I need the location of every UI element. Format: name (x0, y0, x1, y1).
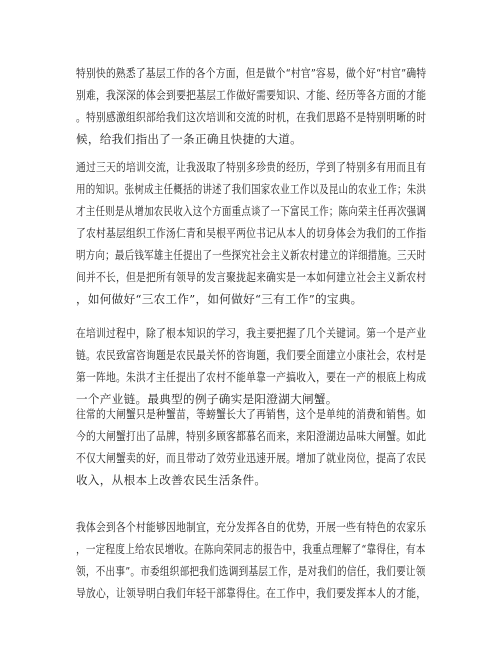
paragraph-3 (76, 322, 426, 410)
paragraph-line: 今的大闸蟹打出了品牌，特别多顾客都慕名而来，来阳澄湖边品味大闸蟹。如此 (76, 429, 427, 443)
paragraph-4 (76, 403, 426, 491)
paragraph-line: 特别快的熟悉了基层工作的各个方面，但是做个“村官”容易，做个好“村官”确特 (76, 66, 427, 80)
paragraph-line: 收入，从根本上改善农民生活条件。 (76, 473, 267, 487)
paragraph-line: 候，给我们指出了一条正确且快捷的大道。 (76, 132, 302, 146)
paragraph-line: 一个产业链。最典型的例子确实是阳澄湖大闸蟹。 (76, 392, 338, 406)
paragraph-1 (76, 62, 426, 150)
paragraph-line: 才主任则是从增加农民收入这个方面重点谈了一下富民工作；陈向荣主任再次强调 (76, 204, 427, 218)
paragraph-line: 领，不出事”。市委组织部把我们选调到基层工作，是对我们的信任，我们要让领 (76, 564, 426, 578)
paragraph-line: 间并不长，但是把所有领导的发言聚拢起来确实是一本如何建立社会主义新农村 (76, 270, 427, 284)
paragraph-line: 通过三天的培训交流，让我汲取了特别多珍贵的经历，学到了特别多有用而且有 (76, 160, 427, 174)
paragraph-line: 明方向；最后钱军雄主任提出了一些探究社会主义新农村建立的详细措施。三天时 (76, 248, 427, 262)
paragraph-line: ，一定程度上给农民增收。在陈向荣同志的报告中，我重点理解了“靠得住，有本 (76, 542, 426, 556)
paragraph-line: 别难，我深深的体会到要把基层工作做好需要知识、才能、经历等各方面的才能 (76, 88, 427, 102)
paragraph-line: 第一阵地。朱洪才主任提出了农村不能单靠一产搞收入，要在一产的根底上构成 (76, 370, 427, 384)
paragraph-2 (76, 156, 426, 310)
paragraph-line: ，如何做好“三农工作”，如何做好“三有工作”的宝典。 (76, 292, 363, 306)
paragraph-line: 用的知识。张树成主任概括的讲述了我们国家农业工作以及昆山的农业工作；朱洪 (76, 182, 427, 196)
paragraph-line: 在培训过程中，除了根本知识的学习，我主要把握了几个关键词。第一个是产业 (76, 326, 427, 340)
paragraph-line: 导放心，让领导明白我们年轻干部靠得住。在工作中，我们要发挥本人的才能， (76, 586, 427, 600)
paragraph-line: 不仅大闸蟹卖的好，而且带动了效劳业迅速开展。增加了就业岗位，提高了农民 (76, 451, 427, 465)
paragraph-line: 我体会到各个村能够因地制宜，充分发挥各自的优势，开展一些有特色的农家乐 (76, 520, 427, 534)
paragraph-line: 。特别感激组织部给我们这次培训和交流的时机，在我们思路不是特别明晰的时 (76, 110, 427, 124)
paragraph-line: 往常的大闸蟹只是种蟹苗，等螃蟹长大了再销售，这个是单纯的消费和销售。如 (76, 407, 427, 421)
paragraph-line: 了农村基层组织工作汤仁青和吴根平两位书记从本人的切身体会为我们的工作指 (76, 226, 427, 240)
paragraph-5 (76, 516, 426, 604)
paragraph-line: 链。农民致富咨询题是农民最关怀的咨询题，我们要全面建立小康社会，农村是 (76, 348, 427, 362)
